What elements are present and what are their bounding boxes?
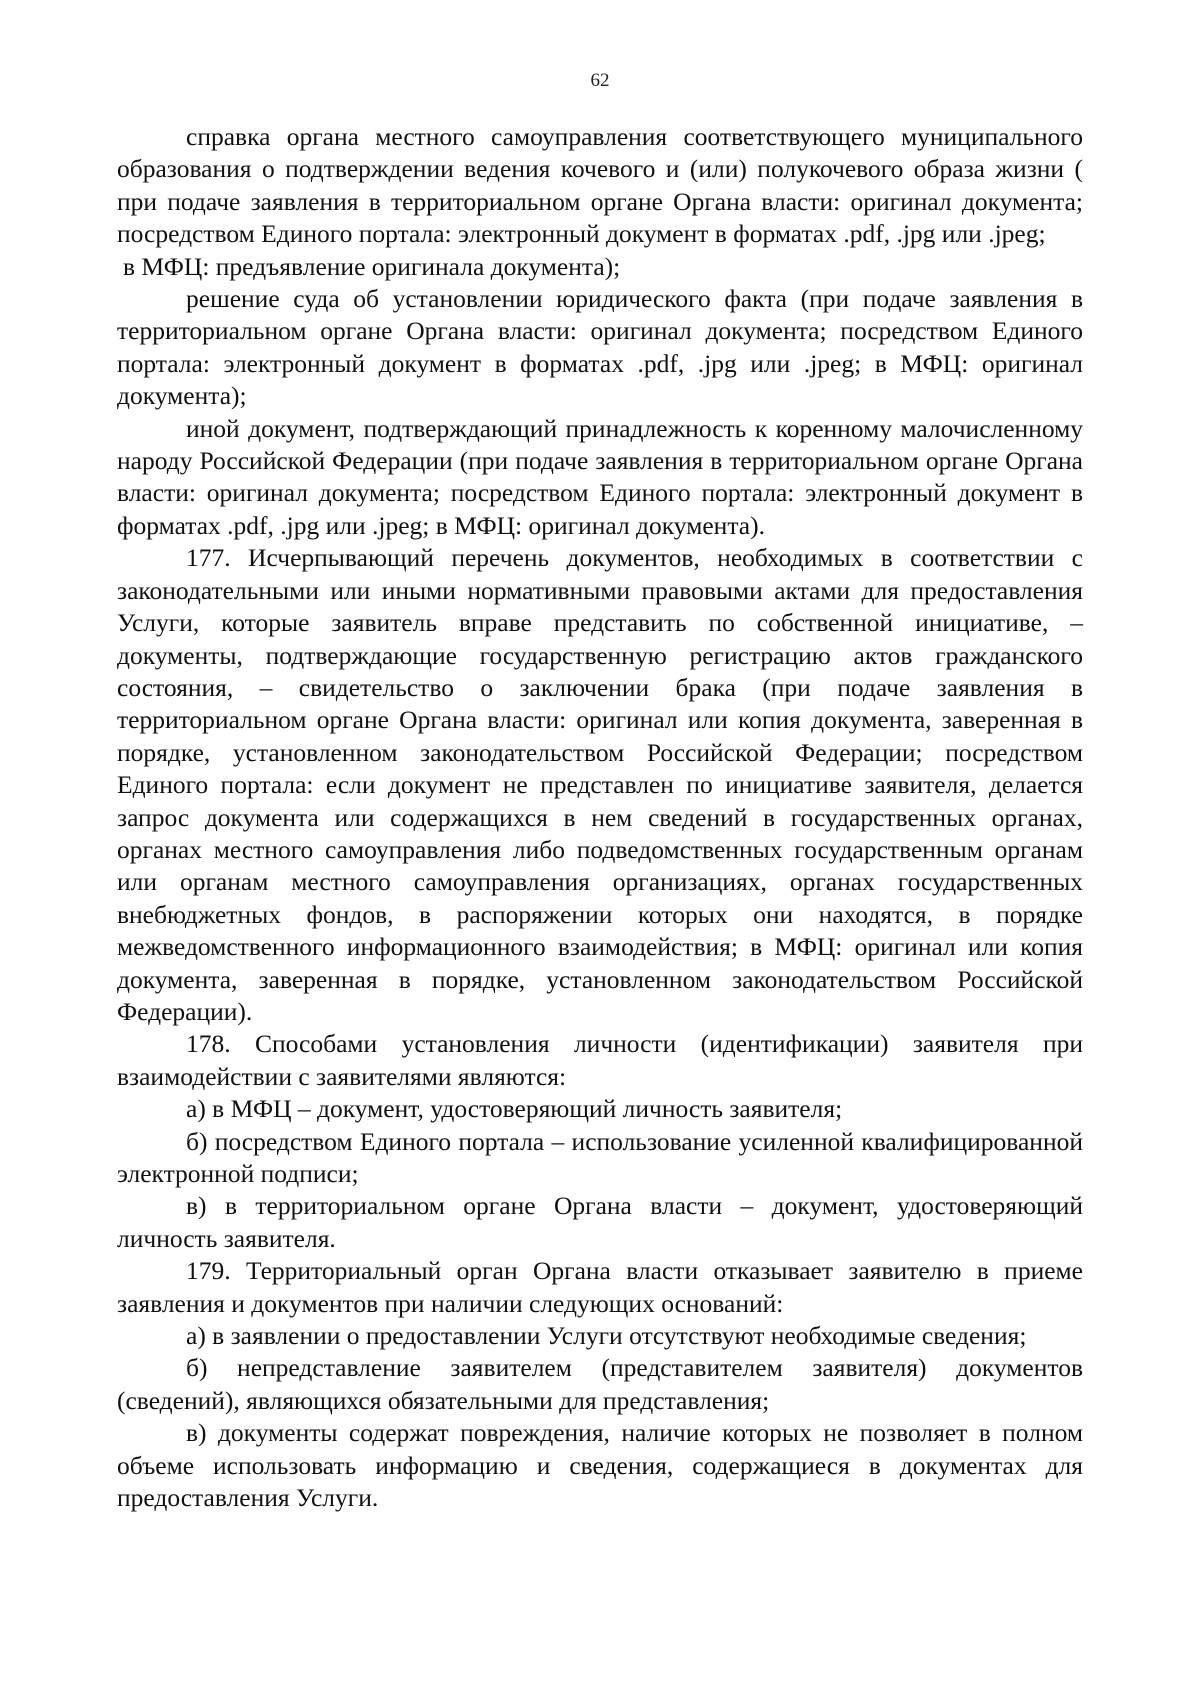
paragraph-court-decision: решение суда об установлении юридического факта (при подаче заявления в территориальном органе Органа власти: оригинал документа; посредством Единого портала: электронный документ в форматах .pdf, .jpg или .jpeg; в МФЦ: оригинал документа);: [117, 284, 1083, 411]
paragraph-reference-certificate-tail: в МФЦ: предъявление оригинала документа);: [123, 251, 621, 281]
paragraph-178: 178. Способами установления личности (идентификации) заявителя при взаимодействии с заявителями являются:: [117, 1029, 1083, 1091]
paragraph-178-v: в) в территориальном органе Органа власти – документ, удостоверяющий личность заявителя.: [117, 1191, 1083, 1253]
paragraph-other-document: иной документ, подтверждающий принадлежность к коренному малочисленному народу Российской Федерации (при подаче заявления в территориальном органе Органа власти: оригинал документа; посредством Единого портала: электронный документ в форматах .pdf, .jpg или .jpeg; в МФЦ: оригинал документа).: [117, 413, 1083, 540]
page-number: 62: [590, 70, 610, 91]
paragraph-179-a: а) в заявлении о предоставлении Услуги отсутствуют необходимые сведения;: [186, 1321, 1027, 1351]
paragraph-179-v: в) документы содержат повреждения, наличие которых не позволяет в полном объеме использовать информацию и сведения, содержащиеся в документах для предоставления Услуги.: [117, 1418, 1083, 1513]
paragraph-reference-certificate: справка органа местного самоуправления соответствующего муниципального образования о подтверждении ведения кочевого и (или) полукочевого образа жизни ( при подаче заявления в территориальном органе Органа власти: оригинал документа; посредством Единого портала: электронный документ в форматах .pdf, .jpg или .jpeg;: [117, 122, 1083, 249]
paragraph-179: 179. Территориальный орган Органа власти отказывает заявителю в приеме заявления и документов при наличии следующих оснований:: [117, 1256, 1083, 1318]
paragraph-177: 177. Исчерпывающий перечень документов, необходимых в соответствии с законодательными или иными нормативными правовыми актами для предоставления Услуги, которые заявитель вправе представить по собственной инициативе, – документы, подтверждающие государственную регистрацию актов гражданского состояния, – свидетельство о заключении брака (при подаче заявления в территориальном органе Органа власти: оригинал или копия документа, заверенная в порядке, установленном законодательством Российской Федерации; посредством Единого портала: если документ не представлен по инициативе заявителя, делается запрос документа или содержащихся в нем сведений в государственных органах, органах местного самоуправления либо подведомственных государственным органам или органам местного самоуправления организациях, органах государственных внебюджетных фондов, в распоряжении которых они находятся, в порядке межведомственного информационного взаимодействия; в МФЦ: оригинал или копия документа, заверенная в порядке, установленном законодательством Российской Федерации).: [117, 543, 1083, 1026]
paragraph-178-a: а) в МФЦ – документ, удостоверяющий личность заявителя;: [186, 1094, 843, 1124]
document-body: [117, 121, 1083, 1514]
paragraph-179-b: б) непредставление заявителем (представителем заявителя) документов (сведений), являющихся обязательными для представления;: [117, 1353, 1083, 1415]
paragraph-178-b: б) посредством Единого портала – использование усиленной квалифицированной электронной подписи;: [117, 1126, 1083, 1188]
